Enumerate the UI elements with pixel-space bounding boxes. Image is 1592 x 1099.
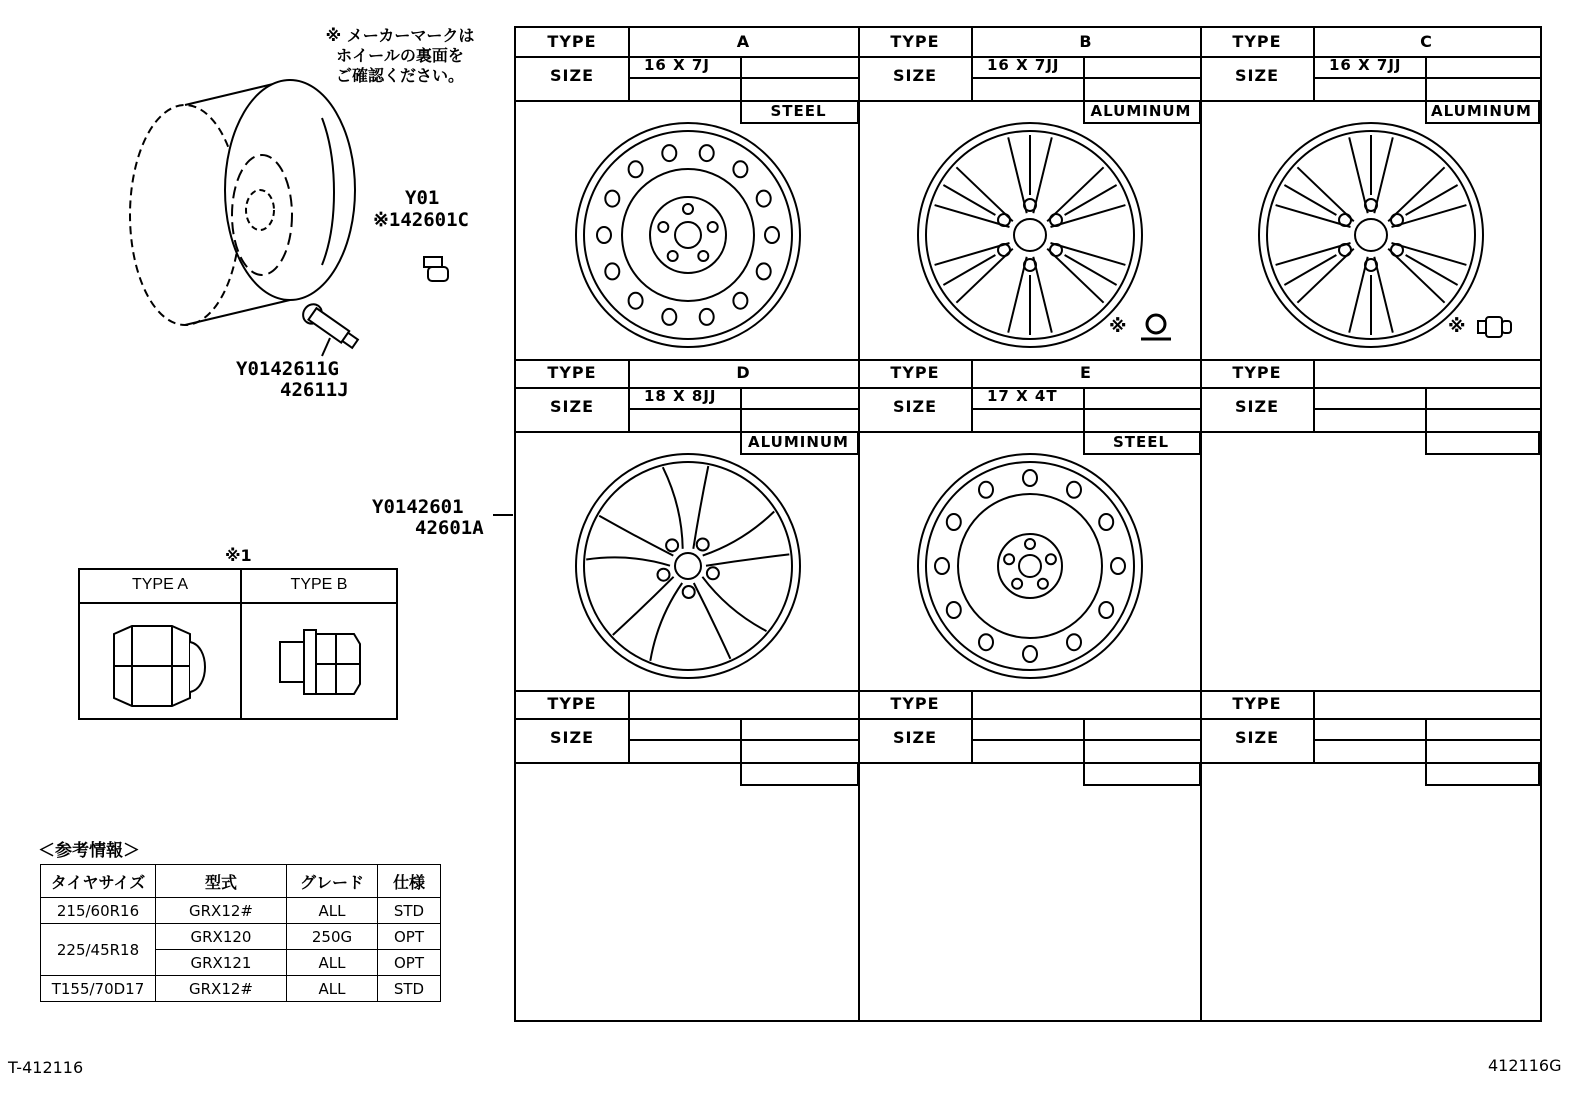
five-wheel-drawing — [558, 451, 818, 681]
cap-part-code-2: ※142601C — [373, 209, 469, 231]
maker-mark-note-symbol: ※ — [1109, 316, 1127, 337]
table-row — [41, 898, 441, 924]
type-value: C — [1420, 32, 1433, 51]
ref-grade: ALL — [287, 898, 378, 924]
material-value: STEEL — [1112, 433, 1170, 451]
reference-title: ＜参考情報＞ — [38, 841, 140, 861]
ref-header-model: 型式 — [156, 865, 287, 898]
table-row — [41, 976, 441, 1002]
nut-type-a-label: TYPE A — [131, 576, 189, 593]
size-value: 17 X 4T — [987, 387, 1058, 405]
material-value: ALUMINUM — [748, 433, 849, 451]
size-label: SIZE — [1234, 728, 1279, 747]
spare-wheel-drawing — [900, 451, 1160, 681]
size-value: 16 X 7JJ — [987, 56, 1060, 74]
note-line-3: ご確認ください。 — [335, 66, 464, 85]
ref-model: GRX121 — [156, 950, 287, 976]
wheel-cell — [1201, 359, 1540, 690]
ref-model: GRX12# — [156, 898, 287, 924]
size-label: SIZE — [892, 66, 937, 85]
valve-part-code-1: Y0142611G — [236, 358, 339, 380]
reference-table — [40, 864, 441, 1002]
nut-types-mark: ※1 — [225, 546, 252, 565]
type-value: A — [736, 32, 751, 51]
wheel-part-code-1: Y0142601 — [372, 496, 464, 518]
wheel-cell — [516, 359, 859, 690]
footer-left-code: T-412116 — [8, 1058, 84, 1077]
material-value: ALUMINUM — [1090, 102, 1192, 120]
wheel-cell — [516, 28, 859, 359]
note-line-1: ※ メーカーマークは — [325, 26, 475, 45]
type-label: TYPE — [890, 363, 940, 382]
ref-tire: 225/45R18 — [41, 924, 156, 976]
cap-nut-icon — [102, 614, 222, 710]
size-value: 18 X 8JJ — [644, 387, 717, 405]
size-label: SIZE — [1234, 397, 1279, 416]
wheel-cell — [516, 690, 859, 1020]
type-value: E — [1080, 363, 1092, 382]
size-value: 16 X 7JJ — [1329, 56, 1402, 74]
wheel-cell — [1201, 28, 1540, 359]
maker-mark-note-symbol: ※ — [1448, 316, 1466, 337]
ref-header-tire: タイヤサイズ — [41, 865, 156, 898]
material-value: STEEL — [770, 102, 827, 120]
type-label: TYPE — [547, 694, 597, 713]
type-label: TYPE — [1232, 32, 1282, 51]
ref-model: GRX120 — [156, 924, 287, 950]
ref-tire: T155/70D17 — [41, 976, 156, 1002]
ref-header-spec: 仕様 — [378, 865, 441, 898]
valve-stem-icon — [299, 301, 360, 352]
type-value: B — [1079, 32, 1093, 51]
wheel-cell — [859, 359, 1201, 690]
wheel-rim-back — [130, 105, 240, 325]
nut-types-box — [78, 568, 398, 720]
type-label: TYPE — [547, 363, 597, 382]
wheel-part-code-2: 42601A — [415, 517, 484, 539]
size-label: SIZE — [549, 397, 594, 416]
wheel-cell — [859, 690, 1201, 1020]
footer-right-code: 412116G — [1488, 1056, 1562, 1075]
nut-type-b-label: TYPE B — [290, 576, 348, 593]
ref-spec: STD — [378, 898, 441, 924]
size-label: SIZE — [1234, 66, 1279, 85]
wheel-type-grid — [514, 26, 1542, 1022]
type-label: TYPE — [1232, 694, 1282, 713]
wheel-rim-front — [225, 80, 355, 300]
type-label: TYPE — [890, 694, 940, 713]
cap-icon — [424, 257, 448, 281]
type-value: D — [736, 363, 751, 382]
size-label: SIZE — [892, 728, 937, 747]
ref-model: GRX12# — [156, 976, 287, 1002]
lug-nut-icon — [1474, 312, 1516, 342]
table-row — [41, 924, 441, 950]
size-label: SIZE — [892, 397, 937, 416]
valve-part-code-2: 42611J — [280, 379, 349, 401]
ref-spec: OPT — [378, 924, 441, 950]
ref-header-grade: グレード — [287, 865, 378, 898]
note-line-2: ホイールの裏面を — [336, 46, 464, 65]
steel-wheel-drawing — [558, 120, 818, 350]
size-value: 16 X 7J — [644, 56, 710, 74]
ref-tire: 215/60R16 — [41, 898, 156, 924]
ref-spec: STD — [378, 976, 441, 1002]
size-label: SIZE — [549, 728, 594, 747]
wheel-cell — [1201, 690, 1540, 1020]
ref-spec: OPT — [378, 950, 441, 976]
ref-grade: 250G — [287, 924, 378, 950]
ref-grade: ALL — [287, 950, 378, 976]
wheel-exploded-diagram — [100, 60, 520, 540]
wheel-cell — [859, 28, 1201, 359]
type-label: TYPE — [1232, 363, 1282, 382]
cap-part-code-1: Y01 — [405, 187, 440, 209]
size-label: SIZE — [549, 66, 594, 85]
type-label: TYPE — [547, 32, 597, 51]
lock-nut-icon — [1135, 312, 1177, 342]
material-value: ALUMINUM — [1431, 102, 1532, 120]
flange-nut-icon — [276, 624, 376, 704]
type-label: TYPE — [890, 32, 940, 51]
ref-grade: ALL — [287, 976, 378, 1002]
